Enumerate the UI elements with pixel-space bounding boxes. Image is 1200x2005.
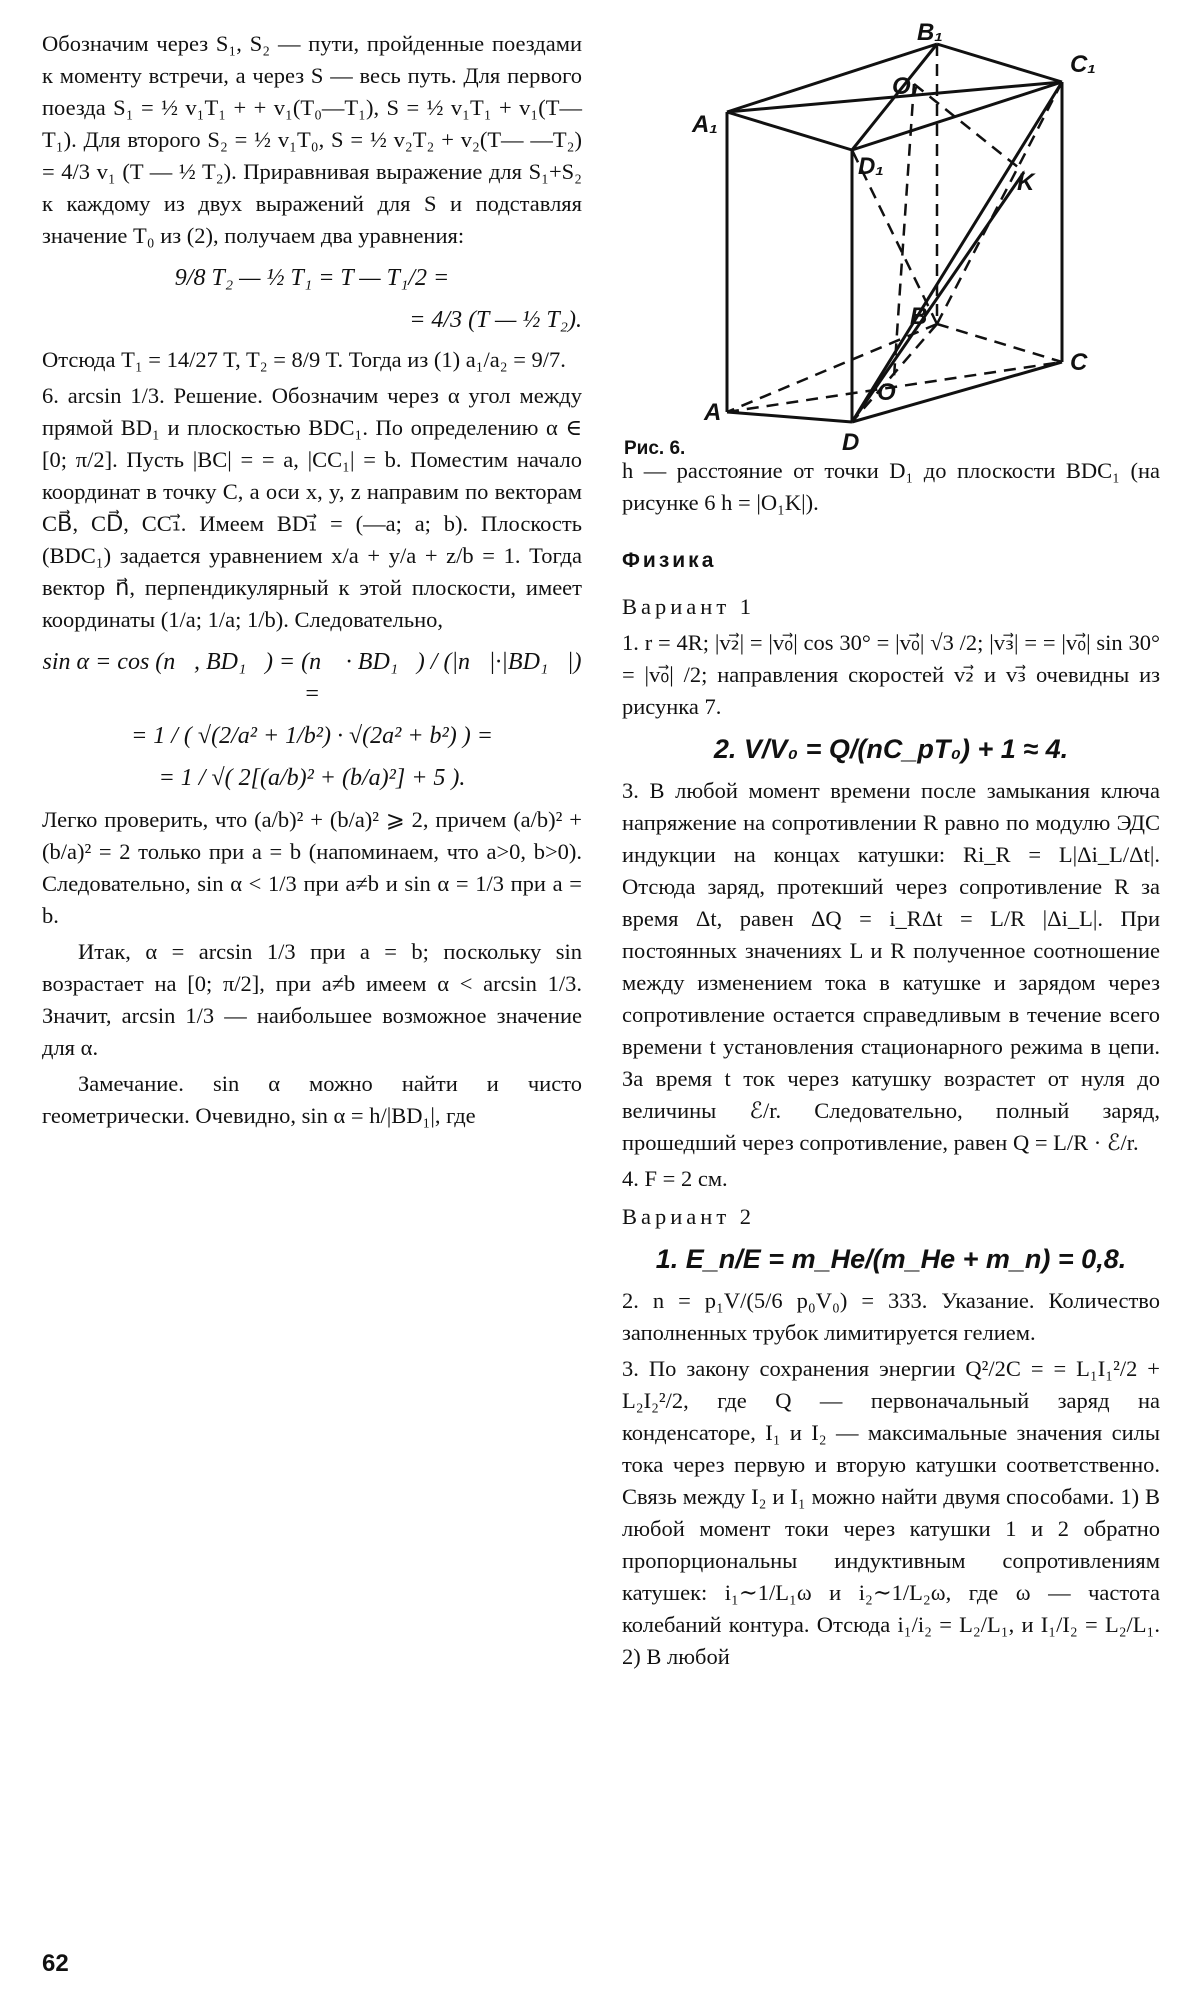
paragraph-remark: Замечание. sin α можно найти и чисто геометрически. Очевидно, sin α = h/|BD₁|, где <box>42 1071 582 1128</box>
label-K: K <box>1017 169 1035 196</box>
answer-v1-4: 4. F = 2 см. <box>622 1166 728 1191</box>
answer-v1-1: 1. r = 4R; |v₂⃗| = |v₀⃗| cos 30° = |v₀⃗| √3 /2; |v₃⃗| = = |v₀⃗| sin 30° = |v₀⃗| /2; направления скоростей v₂⃗ и v₃⃗ очевидны из рисунка 7. <box>622 630 1160 719</box>
section-heading-physics: Физика <box>622 549 717 572</box>
paragraph-inequality: Легко проверить, что (a/b)² + (b/a)² ⩾ 2, причем (a/b)² + (b/a)² = 2 только при a = b (напоминаем, что a>0, b>0). Следовательно, sin α < 1/3 при a≠b и sin α = 1/3 при a = b. <box>42 807 582 928</box>
equation-sin-alpha-step3: = 1 / √( 2[(a/b)² + (b/a)²] + 5 ). <box>158 765 466 791</box>
variant-2-heading: Вариант 2 <box>622 1204 756 1229</box>
label-D: D <box>842 429 860 452</box>
label-B: B <box>910 303 928 330</box>
right-column <box>622 455 1160 1677</box>
equation-sin-alpha-step2: = 1 / ( √(2/a² + 1/b²) · √(2a² + b²) ) = <box>131 723 493 749</box>
label-C1: C₁ <box>1070 51 1096 78</box>
answer-v2-1: 1. E_n/E = m_He/(m_He + m_n) = 0,8. <box>655 1244 1127 1274</box>
label-C: C <box>1070 349 1088 376</box>
paragraph-t-result: Отсюда T₁ = 14/27 T, T₂ = 8/9 T. Тогда из (1) a₁/a₂ = 9/7. <box>42 347 566 372</box>
paragraph-problem-6: 6. arcsin 1/3. Решение. Обозначим через α угол между прямой BD₁ и плоскостью BDC₁. По определению α ∈ [0; π/2]. Пусть |BC| = = a, |CC₁| = b. Поместим начало координат в точку C, а оси x, y, z направим по векторам CB⃗, CD⃗, CC₁⃗. Имеем BD₁⃗ = (—a; a; b). Плоскость (BDC₁) задается уравнением x/a + y/a + z/b = 1. Тогда вектор n⃗, перпендикулярный к этой плоскости, имеет координаты (1/a; 1/a; 1/b). Следовательно, <box>42 383 582 632</box>
label-D1: D₁ <box>858 153 884 180</box>
variant-1-heading: Вариант 1 <box>622 594 756 619</box>
paragraph-conclusion: Итак, α = arcsin 1/3 при a = b; поскольку sin возрастает на [0; π/2], при a≠b имеем α < arcsin 1/3. Значит, arcsin 1/3 — наибольшее возможное значение для α. <box>42 939 582 1060</box>
paragraph-h-definition: h — расстояние от точки D₁ до плоскости BDC₁ (на рисунке 6 h = |O₁K|). <box>622 458 1160 515</box>
answer-v1-2: 2. V/V₀ = Q/(nC_pT₀) + 1 ≈ 4. <box>713 734 1069 764</box>
label-A: A <box>704 399 722 426</box>
label-O: O <box>877 379 896 406</box>
answer-v2-3: 3. По закону сохранения энергии Q²/2C = = L₁I₁²/2 + L₂I₂²/2, где Q — первоначальный заряд на конденсаторе, I₁ и I₂ — максимальные значения силы тока через первую и вторую катушки соответственно. Связь между I₂ и I₁ можно найти двумя способами. 1) В любой момент токи через катушки 1 и 2 обратно пропорциональны индуктивным сопротивлениям катушек: i₁∼1/L₁ω и i₂∼1/L₂ω, где ω — частота колебаний контура. Отсюда i₁/i₂ = L₂/L₁, и I₁/I₂ = L₂/L₁. 2) В любой <box>622 1356 1160 1669</box>
figure-caption: Рис. 6. <box>624 438 686 459</box>
answer-v2-2: 2. n = p₁V/(5/6 p₀V₀) = 333. Указание. Количество заполненных трубок лимитируется гелием. <box>622 1288 1160 1345</box>
label-A1: A₁ <box>692 111 718 138</box>
paragraph-trains: Обозначим через S₁, S₂ — пути, пройденные поездами к моменту встречи, а через S — весь путь. Для первого поезда S₁ = ½ v₁T₁ + + v₁(T₀—T₁), S = ½ v₁T₁ + v₁(T—T₁). Для второго S₂ = ½ v₁T₀, S = ½ v₂T₂ + v₂(T— —T₂) = 4/3 v₁ (T — ½ T₂). Приравнивая выражение для S₁+S₂ к каждому из двух выражений для S и подставляя значение T₀ из (2), получаем два уравнения: <box>42 31 582 248</box>
equation-t-system-line1: 9/8 T₂ — ½ T₁ = T — T₁/2 = <box>174 265 450 291</box>
figure-prism-diagram <box>622 22 1160 452</box>
page-number: 62 <box>42 1950 69 1977</box>
answer-v1-3: 3. В любой момент времени после замыкания ключа напряжение на сопротивлении R равно по модулю ЭДС индукции на концах катушки: Ri_R = L|Δi_L/Δt|. Отсюда заряд, протекший через сопротивление R за время Δt, равен ΔQ = i_RΔt = L/R |Δi_L|. При постоянных значениях L и R полученное соотношение между изменением тока в катушке и зарядом через сопротивление остается справедливым в течение всего времени t установления стационарного режима в цепи. За время t ток через катушку возрастет от нуля до величины ℰ/r. Следовательно, полный заряд, прошедший через сопротивление, равен Q = L/R · ℰ/r. <box>622 778 1160 1155</box>
label-O1: O₁ <box>892 73 920 100</box>
left-column <box>42 28 582 1136</box>
equation-t-system-line2: = 4/3 (T — ½ T₂). <box>409 307 582 333</box>
label-B1: B₁ <box>917 22 943 46</box>
equation-sin-alpha: sin α = cos (n⃗, BD₁⃗) = (n⃗ · BD₁⃗) / (|n⃗|·|BD₁⃗|) = <box>42 649 582 707</box>
